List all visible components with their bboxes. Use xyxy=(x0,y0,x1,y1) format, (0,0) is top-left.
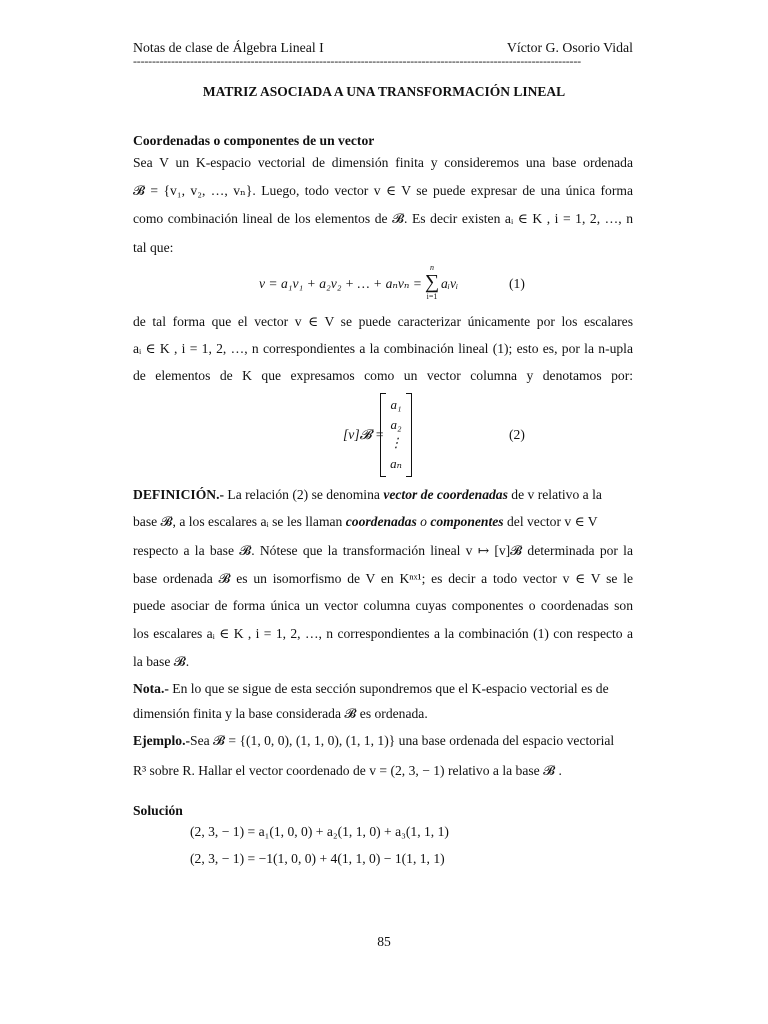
vector-entry: a₂ xyxy=(390,417,402,432)
sum-term: aᵢvᵢ xyxy=(441,276,459,291)
definition-text: o xyxy=(416,514,431,529)
sigma-icon: ∑ xyxy=(424,271,440,293)
paragraph-line: tal que: xyxy=(133,240,174,255)
term-vector-de-coordenadas: vector de coordenadas xyxy=(383,487,508,502)
header-left: Notas de clase de Álgebra Lineal I xyxy=(133,40,324,55)
definition-line xyxy=(133,514,633,530)
solution-equation: (2, 3, − 1) = −1(1, 0, 0) + 4(1, 1, 0) − 1(1, 1, 1) xyxy=(190,851,445,866)
summation-symbol xyxy=(424,263,440,301)
paragraph-line: aᵢ ∈ K , i = 1, 2, …, n correspondientes a la combinación lineal (1); esto es, por la n-upla xyxy=(133,341,633,356)
vector-entry: aₙ xyxy=(390,456,402,471)
example-line xyxy=(133,733,614,749)
definition-line: puede asociar de forma única un vector columna cuyas componentes o coordenadas son xyxy=(133,598,633,613)
note-label: Nota.- xyxy=(133,681,169,696)
paragraph-line: de elementos de K que expresamos como un vector columna y denotamos por: xyxy=(133,368,633,383)
definition-line: base ordenada 𝓑 es un isomorfismo de V en Kⁿˣ¹; es decir a todo vector v ∈ V se le xyxy=(133,571,633,586)
page-number: 85 xyxy=(377,934,391,949)
note-line: dimensión finita y la base considerada 𝓑 es ordenada. xyxy=(133,706,428,721)
sum-lower-limit: i=1 xyxy=(426,292,438,301)
column-vector xyxy=(380,393,412,477)
definition-label: DEFINICIÓN.- xyxy=(133,487,225,502)
definition-line: la base 𝓑. xyxy=(133,654,190,669)
paragraph-line: de tal forma que el vector v ∈ V se puede caracterizar únicamente por los escalares xyxy=(133,314,633,329)
term-coordenadas: coordenadas xyxy=(345,514,417,529)
solution-equation: (2, 3, − 1) = a₁(1, 0, 0) + a₂(1, 1, 0) + a₃(1, 1, 1) xyxy=(190,824,449,839)
note-line xyxy=(133,681,609,697)
paragraph-line: 𝓑 = {v₁, v₂, …, vₙ}. Luego, todo vector v ∈ V se puede expresar de una única forma xyxy=(133,183,633,198)
header-right: Víctor G. Osorio Vidal xyxy=(506,40,633,55)
definition-text: de v relativo a la xyxy=(507,487,602,502)
definition-text: La relación (2) se denomina xyxy=(224,487,384,502)
vector-entry: a₁ xyxy=(390,397,402,412)
note-text: En lo que se sigue de esta sección supondremos que el K-espacio vectorial es de xyxy=(168,681,609,696)
header-rule: ---------------------------------------------------------------------------------------------------------------------- xyxy=(133,54,581,68)
equation-1-lhs: v = a₁v₁ + a₂v₂ + … + aₙvₙ = xyxy=(259,276,422,291)
equation-1 xyxy=(259,276,422,292)
definition-line: los escalares aᵢ ∈ K , i = 1, 2, …, n correspondientes a la combinación (1) con respecto a xyxy=(133,626,633,641)
paragraph-line: Sea V un K-espacio vectorial de dimensión finita y consideremos una base ordenada xyxy=(133,155,633,170)
definition-line: respecto a la base 𝓑. Nótese que la transformación lineal v ↦ [v]𝓑 determinada por la xyxy=(133,543,633,558)
example-text: Sea 𝓑 = {(1, 0, 0), (1, 1, 0), (1, 1, 1)} una base ordenada del espacio vectorial xyxy=(190,733,615,748)
definition-text: del vector v ∈ V xyxy=(503,514,598,529)
equation-number: (2) xyxy=(509,427,525,442)
definition-text: base 𝓑, a los escalares aᵢ se les llaman xyxy=(133,514,346,529)
definition-line xyxy=(133,487,633,503)
section-heading: Coordenadas o componentes de un vector xyxy=(133,133,375,148)
equation-number: (1) xyxy=(509,276,525,291)
equation-2-lhs: [v]𝓑 = xyxy=(343,427,385,442)
page-title: MATRIZ ASOCIADA A UNA TRANSFORMACIÓN LINEAL xyxy=(202,84,566,99)
paragraph-line: como combinación lineal de los elementos de 𝓑. Es decir existen aᵢ ∈ K , i = 1, 2, …, n xyxy=(133,211,633,226)
vector-entry: ⋮ xyxy=(389,435,403,450)
solution-heading: Solución xyxy=(133,803,183,818)
example-label: Ejemplo.- xyxy=(133,733,191,748)
example-line: R³ sobre R. Hallar el vector coordenado de v = (2, 3, − 1) relativo a la base 𝓑 . xyxy=(133,763,562,778)
sum-upper-limit: n xyxy=(430,263,434,272)
term-componentes: componentes xyxy=(430,514,504,529)
